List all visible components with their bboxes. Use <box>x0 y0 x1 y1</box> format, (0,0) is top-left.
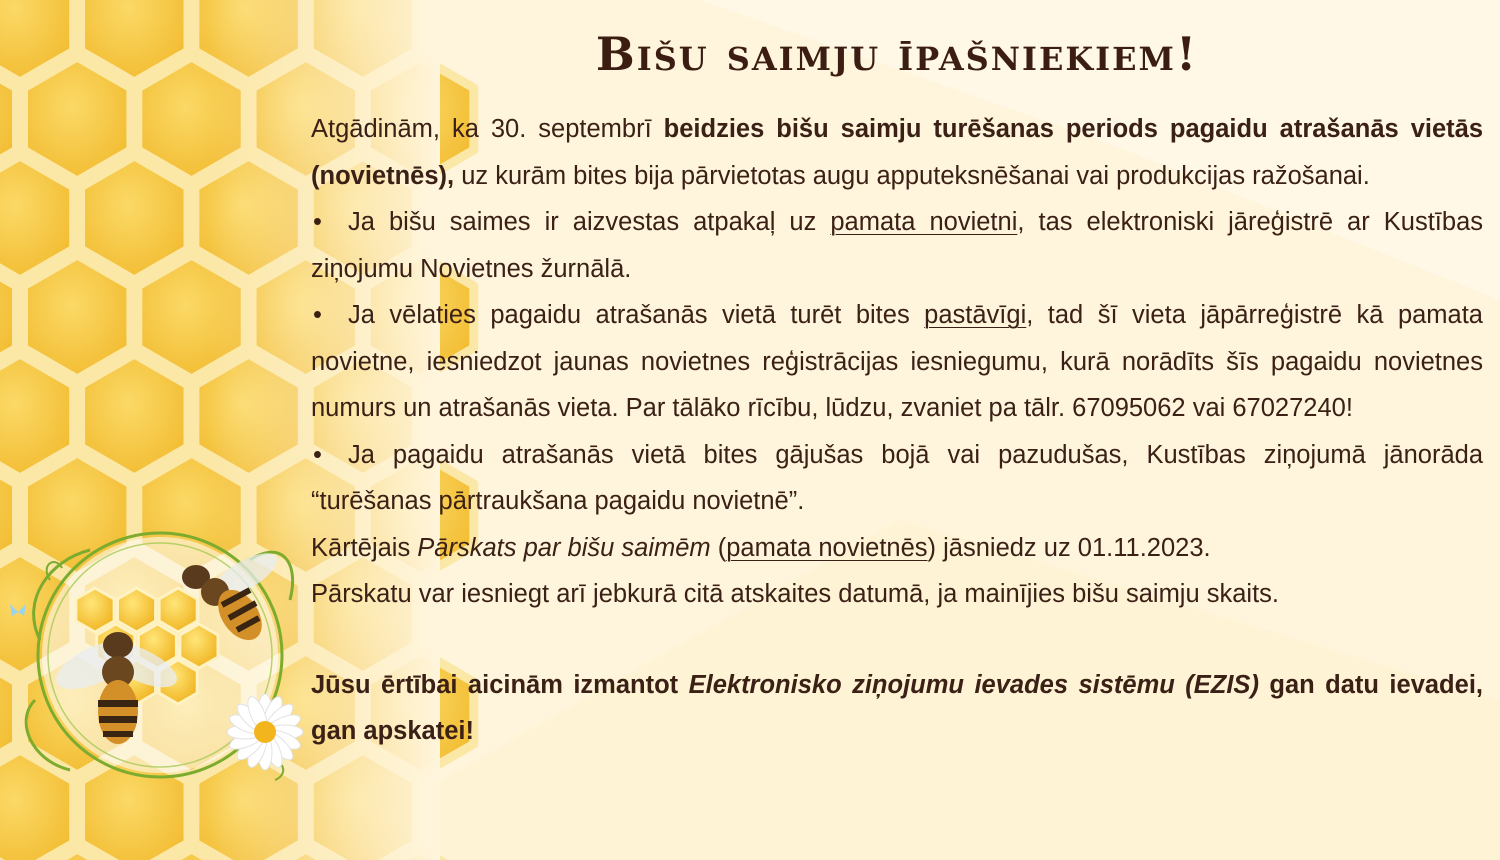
ezis-system-name: Elektronisko ziņojumu ievades sistēmu (EZIS) <box>688 670 1259 699</box>
bullet-marker: • <box>313 440 322 469</box>
bullet-marker: • <box>313 208 322 236</box>
bullet-item-permanent: • Ja vēlaties pagaidu atrašanās vietā turēt bites pastāvīgi, tad šī vieta jāpārreģistrē kā pamata novietne, iesniedzot jaunas novietnes reģistrācijas iesniegumu, kurā norādīts šīs pagaidu novietnes numurs un atrašanās vieta. Par tālāko rīcību, lūdzu, zvaniet pa tālr. 67095062 vai 67027240! <box>311 292 1483 432</box>
intro-paragraph: Atgādinām, ka 30. septembrī beidzies bišu saimju turēšanas periods pagaidu atrašanās vietās (novietnēs), uz kurām bites bija pārvietotas augu apputeksnēšanai vai produkcijas ražošanai. <box>311 115 1484 190</box>
daisy-flower-icon <box>227 694 303 770</box>
intro-highlight: beidzies bišu saimju turēšanas periods pagaidu atrašanās vietās (novietnēs), <box>311 115 1484 190</box>
spacer <box>311 618 1483 662</box>
bullet-item-return: • Ja bišu saimes ir aizvestas atpakaļ uz pamata novietni, tas elektroniski jāreģistrē ar Kustības ziņojumu Novietnes žurnālā. <box>311 199 1483 292</box>
notice-body <box>311 106 1483 755</box>
bullet-marker: • <box>313 301 322 329</box>
report-note: Pārskatu var iesniegt arī jebkurā citā atskaites datumā, ja mainījies bišu saimju skaits. <box>311 580 1280 608</box>
underlined-term: pastāvīgi <box>924 301 1027 329</box>
underlined-term: pamata novietni <box>830 208 1018 236</box>
underlined-term: pamata novietnēs <box>726 533 928 562</box>
ezis-call-to-action: Jūsu ērtībai aicinām izmantot Elektronisko ziņojumu ievades sistēmu (EZIS) gan datu ievadei, gan apskatei! <box>311 670 1483 745</box>
report-deadline: Kārtējais Pārskats par bišu saimēm (pamata novietnēs) jāsniedz uz 01.11.2023. <box>311 533 1211 562</box>
notice-content <box>311 0 1483 860</box>
bullet-item-lost: • Ja pagaidu atrašanās vietā bites gājušas bojā vai pazudušas, Kustības ziņojumā jānorāda “turēšanas pārtraukšana pagaidu novietnē”. <box>311 432 1483 525</box>
report-name: Pārskats par bišu saimēm <box>417 533 711 562</box>
page-title: Bišu saimju īpašniekiem! <box>595 27 1199 81</box>
